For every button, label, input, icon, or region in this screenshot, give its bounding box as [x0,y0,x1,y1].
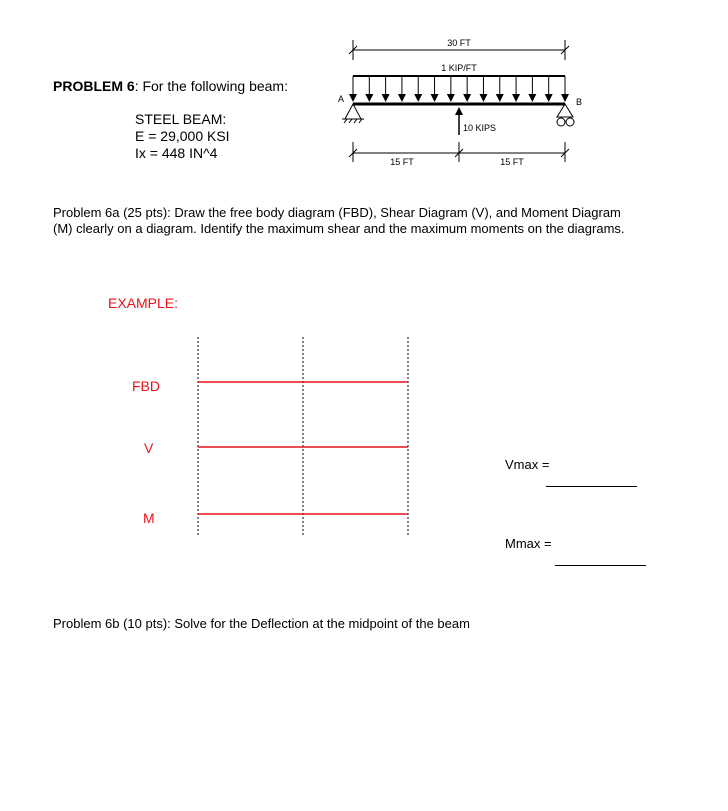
part-a-line2: (M) clearly on a diagram. Identify the maximum shear and the maximum moments on the diagrams. [53,221,625,236]
mmax-label: Mmax = [505,536,552,551]
load-arrow-icon [382,76,390,102]
problem-intro [53,78,288,94]
load-arrow-icon [545,76,553,102]
load-arrow-icon [496,76,504,102]
beam-figure [330,28,590,178]
load-arrow-icon [512,76,520,102]
example-heading: EXAMPLE: [108,295,179,311]
pin-support-a-icon [342,104,364,123]
span-right-label: 15 FT [500,157,524,167]
support-b-label: B [576,97,583,107]
mmax-answer-blank[interactable] [555,565,646,566]
load-arrow-icon [479,76,487,102]
load-arrow-icon [398,76,406,102]
load-arrow-icon [447,76,455,102]
point-load-label: 10 KIPS [463,123,497,133]
support-a-label: A [338,94,345,104]
load-arrow-icon [431,76,439,102]
beam-props-ix: Ix = 448 IN^4 [135,145,218,161]
load-arrow-icon [528,76,536,102]
beam-props-e: E = 29,000 KSI [135,128,230,144]
example-diagram [190,335,420,540]
beam-props-title: STEEL BEAM: [135,111,227,127]
problem-intro-text: : For the following beam: [134,78,288,94]
span-left-label: 15 FT [390,157,414,167]
dimension-spans [349,142,569,162]
moment-label: M [143,510,155,526]
vmax-answer-blank[interactable] [546,486,637,487]
load-label: 1 KIP/FT [441,63,477,73]
dimension-total-label: 30 FT [447,38,471,48]
load-arrow-icon [365,76,373,102]
vmax-label: Vmax = [505,457,550,472]
part-a-line1: Problem 6a (25 pts): Draw the free body diagram (FBD), Shear Diagram (V), and Moment Diagram [53,205,621,220]
load-arrow-icon [561,76,569,102]
part-b-text: Problem 6b (10 pts): Solve for the Deflection at the midpoint of the beam [53,616,470,631]
distributed-load-arrows [349,76,569,102]
roller-support-b-icon [557,104,574,126]
fbd-label: FBD [132,378,160,394]
load-arrow-icon [349,76,357,102]
load-arrow-icon [414,76,422,102]
shear-label: V [144,440,154,456]
load-arrow-icon [463,76,471,102]
point-load-arrow-icon [455,107,463,135]
problem-label: PROBLEM 6 [53,78,135,94]
